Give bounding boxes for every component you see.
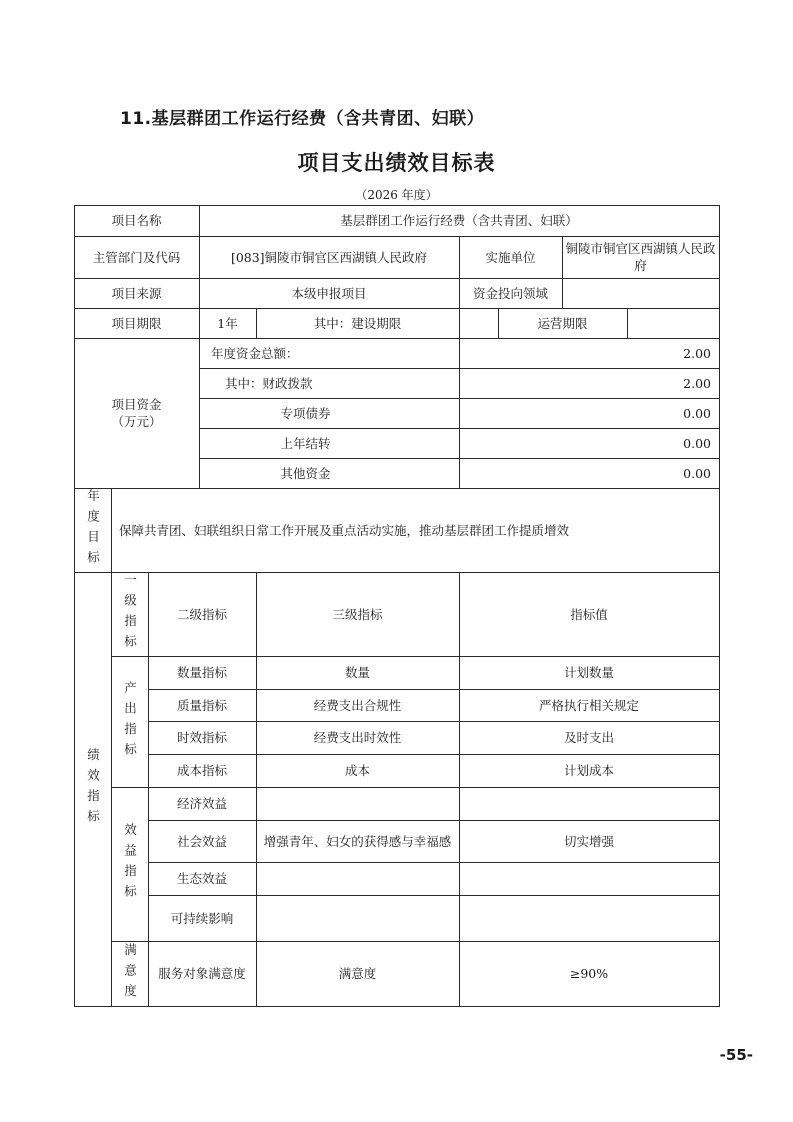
- output-label: [111, 656, 148, 787]
- header-value: 指标值: [570, 606, 608, 622]
- output-label-text: 产出指标: [122, 680, 138, 763]
- benefit-l3: [256, 862, 459, 895]
- build-value: [459, 308, 498, 338]
- header-level1: [111, 572, 148, 656]
- table-rule: [459, 236, 460, 309]
- source-value: 本级申报项目: [291, 285, 367, 301]
- table-rule: [627, 308, 628, 339]
- benefit-l3: [256, 895, 459, 941]
- impl-value: 铜陵市铜官区西湖镇人民政府: [565, 241, 716, 273]
- table-rule: [562, 236, 563, 309]
- ops-value: [627, 308, 719, 338]
- output-l2: 数量指标: [176, 665, 227, 680]
- benefit-l2: 生态效益: [176, 871, 227, 886]
- table-rule: [256, 572, 257, 1007]
- table-rule: [111, 656, 720, 657]
- output-value: 及时支出: [563, 730, 614, 745]
- dept-label: 主管部门及代码: [92, 249, 181, 265]
- benefit-value: [459, 787, 719, 820]
- build-label: 其中：建设期限: [313, 315, 402, 331]
- funds-item-label: 上年结转: [280, 435, 331, 451]
- benefit-l3: 增强青年、妇女的获得感与幸福感: [263, 833, 452, 849]
- direction-label: 资金投向领域: [472, 285, 548, 301]
- table-rule: [148, 862, 720, 863]
- output-value: 计划成本: [563, 763, 614, 778]
- output-l2: 质量指标: [176, 697, 227, 713]
- funds-label-line-2: （万元）: [111, 414, 162, 429]
- table-rule: [74, 236, 720, 237]
- benefit-label: [111, 787, 148, 941]
- funds-item-label: 专项债券: [280, 405, 331, 421]
- ops-label: 运营期限: [537, 315, 588, 331]
- direction-value: [562, 278, 719, 308]
- year-label: （2026 年度）: [355, 188, 438, 202]
- table-rule: [148, 754, 720, 755]
- table-rule: [74, 205, 720, 206]
- output-l3: 数量: [344, 665, 370, 680]
- impl-label: 实施单位: [485, 249, 536, 265]
- funds-item-value: 0.00: [683, 465, 711, 481]
- table-rule: [148, 721, 720, 722]
- section-heading: 11.基层群团工作运行经费（含共青团、妇联）: [120, 109, 485, 129]
- funds-label: [74, 338, 199, 488]
- header-level2: 二级指标: [176, 606, 227, 622]
- table-rule: [459, 572, 460, 1007]
- dept-value: [083]铜陵市铜官区西湖镇人民政府: [230, 249, 428, 265]
- table-rule: [148, 895, 720, 896]
- indicators-label-text: 绩效指标: [85, 748, 101, 830]
- goal-text: 保障共青团、妇联组织日常工作开展及重点活动实施，推动基层群团工作提质增效: [119, 522, 570, 538]
- table-rule: [148, 689, 720, 690]
- table-rule: [74, 338, 720, 339]
- output-l2: 成本指标: [176, 763, 227, 778]
- table-rule: [459, 338, 460, 489]
- benefit-l2: 经济效益: [176, 796, 227, 811]
- table-rule: [74, 572, 720, 573]
- funds-item-value: 2.00: [683, 345, 711, 361]
- funds-item-label: 其中：财政拨款: [225, 375, 313, 391]
- satisfaction-l2: 服务对象满意度: [158, 966, 246, 981]
- benefit-value: [459, 862, 719, 895]
- benefit-label-text: 效益指标: [122, 823, 138, 905]
- table-rule: [74, 205, 75, 1007]
- period-label: 项目期限: [111, 315, 162, 331]
- benefit-l3: [256, 787, 459, 820]
- satisfaction-label-text: 满意度: [122, 942, 138, 1005]
- funds-item-label: 年度资金总额：: [211, 345, 299, 361]
- satisfaction-l3: 满意度: [338, 966, 377, 981]
- output-value: 严格执行相关规定: [538, 697, 639, 713]
- header-level1-text: 一级指标: [122, 573, 138, 655]
- funds-item-value: 0.00: [683, 435, 711, 451]
- funds-item-value: 0.00: [683, 405, 711, 421]
- benefit-l2: 可持续影响: [170, 910, 234, 926]
- table-rule: [74, 278, 720, 279]
- table-rule: [148, 820, 720, 821]
- output-l2: 时效指标: [176, 730, 227, 745]
- satisfaction-label: [111, 941, 148, 1006]
- benefit-value: 切实增强: [563, 833, 614, 849]
- table-rule: [719, 205, 720, 1007]
- funds-label-line-1: 项目资金: [111, 397, 162, 412]
- page-title: 项目支出绩效目标表: [297, 151, 496, 175]
- goal-label-text: 年度目标: [85, 489, 101, 571]
- source-label: 项目来源: [111, 285, 162, 301]
- indicators-label: [74, 572, 111, 1006]
- period-value: 1年: [217, 315, 238, 331]
- table-rule: [74, 308, 720, 309]
- table-rule: [74, 488, 720, 489]
- funds-item-value: 2.00: [683, 375, 711, 391]
- table-rule: [111, 488, 112, 1007]
- benefit-value: [459, 895, 719, 941]
- table-rule: [459, 308, 460, 339]
- output-l3: 经费支出时效性: [313, 730, 402, 745]
- goal-label: [74, 488, 111, 572]
- benefit-l2: 社会效益: [176, 833, 227, 849]
- table-rule: [111, 787, 720, 788]
- table-rule: [498, 308, 499, 339]
- project-name-value: 基层群团工作运行经费（含共青团、妇联）: [340, 213, 578, 228]
- table-rule: [199, 205, 200, 489]
- output-l3: 成本: [344, 763, 370, 778]
- satisfaction-value: ≥90%: [569, 966, 609, 981]
- funds-item-label: 其他资金: [280, 465, 331, 481]
- table-rule: [256, 308, 257, 339]
- output-l3: 经费支出合规性: [313, 697, 402, 713]
- output-value: 计划数量: [563, 665, 614, 680]
- table-rule: [74, 1006, 720, 1007]
- header-level3: 三级指标: [332, 606, 383, 622]
- page-number: -55-: [719, 1046, 753, 1064]
- table-rule: [111, 941, 720, 942]
- table-rule: [148, 572, 149, 1007]
- project-name-label: 项目名称: [111, 213, 162, 228]
